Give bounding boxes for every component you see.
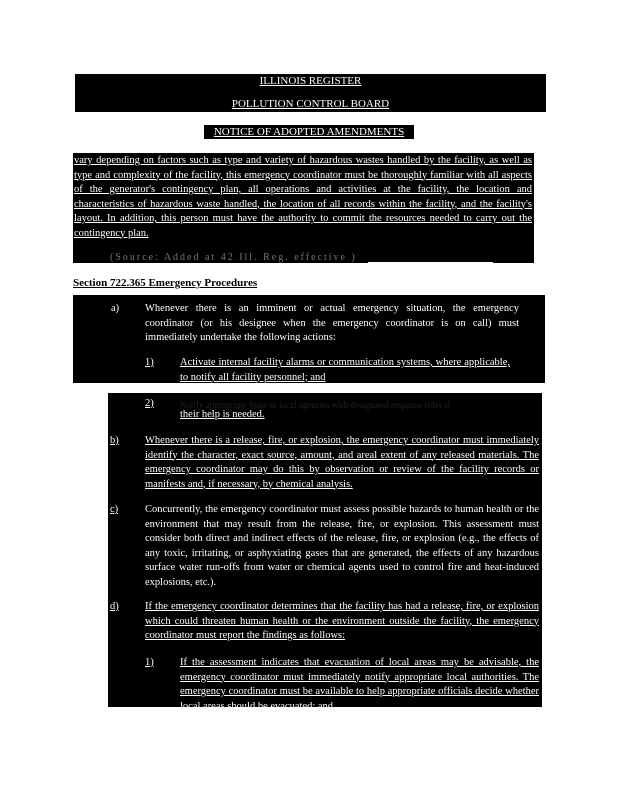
- item-a2-text: their help is needed.: [180, 409, 265, 420]
- notice-title: NOTICE OF ADOPTED AMENDMENTS: [213, 126, 405, 138]
- section-title: Section 722.365 Emergency Procedures: [73, 277, 258, 289]
- item-b-label: b): [110, 435, 119, 446]
- item-d-text: If the emergency coordinator determines that the facility has had a release, fire, or explosion which could threaten human health or the environment outside the facility, the emergency coordinator must report the findings as follows:: [145, 601, 539, 641]
- item-a2-label: 2): [145, 398, 154, 409]
- item-d-label: d): [110, 601, 119, 612]
- item-a-text: Whenever there is an imminent or actual emergency situation, the emergency coordinator (or his designee when the emergency coordinator is on call) must immediately undertake the following actions:: [145, 303, 519, 343]
- item-c-label: c): [110, 504, 119, 515]
- register-title: ILLINOIS REGISTER: [259, 75, 362, 87]
- item-a2-partial: Notify appropriate State or local agencies with designated response roles if: [180, 400, 450, 410]
- item-a-label: a): [111, 303, 120, 314]
- source-note: (Source: Added at 42 Ill. Reg. effective ): [110, 252, 357, 263]
- item-a1-label: 1): [145, 357, 154, 368]
- item-b-text: Whenever there is a release, fire, or explosion, the emergency coordinator must immediately identify the character, exact source, amount, and areal extent of any released materials. The emergency coordinator may do this by observation or review of the facility records or manifests and, if necessary, by chemical analysis.: [145, 435, 539, 490]
- header-bar-notice: [204, 125, 414, 139]
- header-bar-register: [75, 74, 546, 88]
- item-a1-text: Activate internal facility alarms or communication systems, where applicable, to notify all facility personnel; and: [180, 357, 510, 383]
- board-title: POLLUTION CONTROL BOARD: [231, 98, 390, 110]
- effective-date-underline: [368, 262, 493, 263]
- item-c-text: Concurrently, the emergency coordinator must assess possible hazards to human health or the environment that may result from the release, fire, or explosion. This assessment must consider both direct and indirect effects of the release, fire, or explosion (e.g., the effects of any toxic, irritating, or asphyxiating gases that are generated, the effects of any hazardous surface water run-offs from water or chemical agents used to control fire and heat-induced explosions, etc.).: [145, 504, 539, 588]
- item-d1-text: If the assessment indicates that evacuation of local areas may be advisable, the emergency coordinator must immediately notify appropriate local authorities. The emergency coordinator must be available to help appropriate officials decide whether local areas should be evacuated; and: [180, 657, 539, 712]
- header-bar-board: [75, 88, 546, 112]
- item-d1-label: 1): [145, 657, 154, 668]
- intro-paragraph: vary depending on factors such as type and variety of hazardous wastes handled by the facility, as well as type and complexity of the facility, this emergency coordinator must be thoroughly familiar with all aspects of the generator's contingency plan, all operations and activities at the facility, the location and characteristics of hazardous waste handled, the location of all records within the facility, and the facility's layout. In addition, this person must have the authority to commit the resources needed to carry out the contingency plan.: [74, 155, 532, 239]
